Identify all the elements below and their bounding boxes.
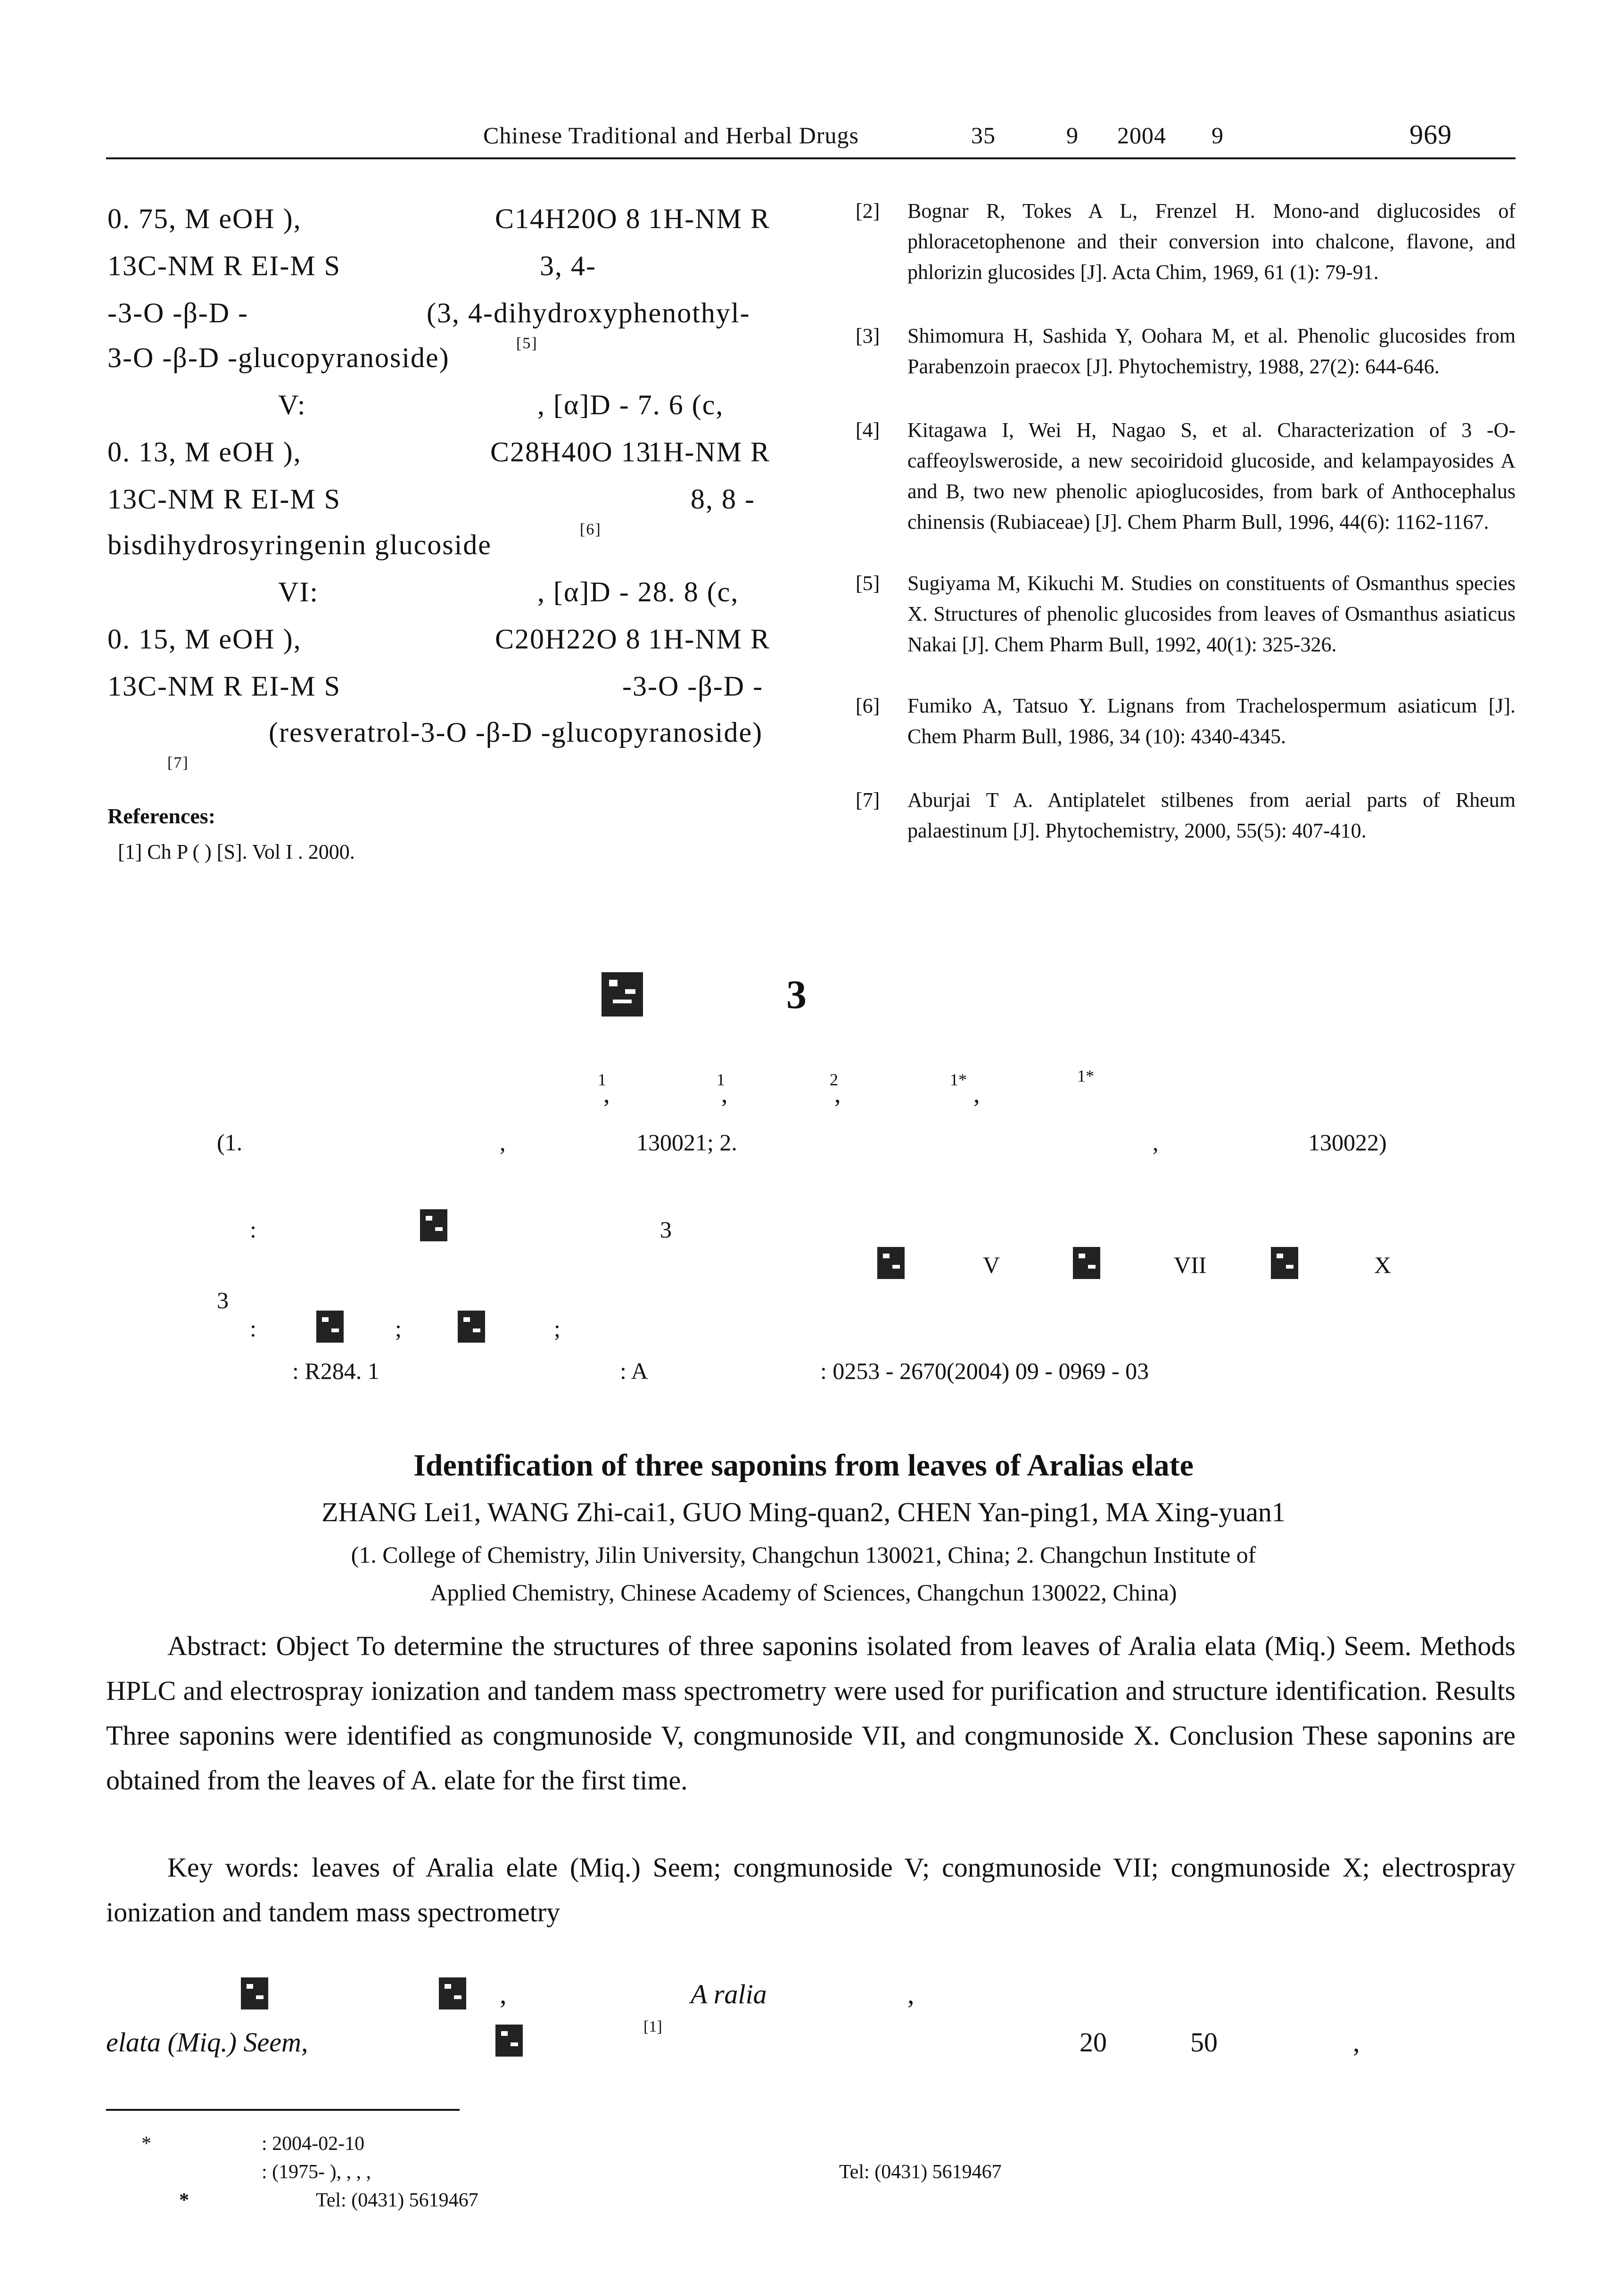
cn-compound-vii: VII (1174, 1252, 1207, 1278)
left-compound-label: V: (278, 389, 306, 420)
author-comma: , (603, 1080, 610, 1108)
footnote-rule (106, 2109, 460, 2111)
journal-issue: 9 (1066, 122, 1079, 148)
clc-number: : R284. 1 (292, 1358, 379, 1384)
english-title: Identification of three saponins from leaves of Aralias elate (413, 1448, 1194, 1483)
left-nmr: 1H-NM R (648, 623, 771, 655)
cn-aff-zip: 130021; 2. (636, 1129, 737, 1156)
author-sup: 1 (598, 1070, 606, 1089)
cn-abstract-line2-number: 3 (217, 1287, 229, 1313)
left-formula: C20H22O 8 (495, 623, 641, 655)
left-line: (resveratrol-3-O -β-D -glucopyranoside) (269, 717, 763, 748)
cn-aff-comma: , (500, 1129, 506, 1156)
body-comma: , (907, 1979, 915, 2009)
reference-2: [2] Bognar R, Tokes A L, Frenzel H. Mono-and diglucosides of phloracetophenone and their conversion into chalcone, flavone, and phlorizin glucosides [J]. Acta Chim, 1969, 61 (1): 79-91. (856, 199, 1516, 284)
body-number: 20 (1080, 2027, 1107, 2058)
left-ref-mark: [5] (516, 335, 538, 352)
body-number: 50 (1190, 2027, 1218, 2058)
left-ref-mark: [6] (580, 521, 602, 538)
reference-1: [1] Ch P ( ) [S]. Vol I . 2000. (118, 840, 355, 863)
title-glyph-block (599, 968, 646, 1020)
left-nmr: 1H-NM R (648, 203, 771, 234)
journal-volume: 35 (971, 122, 996, 148)
reference-7: [7] Aburjai T A. Antiplatelet stilbenes from aerial parts of Rheum palaestinum [J]. Phytochemistry, 2000, 55(5): 407-410. (856, 788, 1516, 842)
reference-4: [4] Kitagawa I, Wei H, Nagao S, et al. Characterization of 3 -O-caffeoylsweroside, a new secoiridoid glucoside, and kelampayosides A and B, two new phenolic apioglucosides, from bark of Anthocephalus chinensis (Rubiaceae) [J]. Chem Pharm Bull, 1996, 44(6): 1162-1167. (856, 418, 1516, 533)
glyph-block (455, 1308, 488, 1345)
cn-keyword-sep: ; (395, 1315, 402, 1342)
glyph-block (238, 1975, 271, 2012)
journal-title: Chinese Traditional and Herbal Drugs (483, 122, 859, 148)
reference-3: [3] Shimomura H, Sashida Y, Oohara M, et al. Phenolic glucosides from Parabenzoin praecox [J]. Phytochemistry, 1988, 27(2): 644-646. (856, 324, 1516, 378)
left-line: -3-O -β-D - (107, 297, 249, 328)
cn-compound-x: X (1374, 1252, 1392, 1278)
body-latin-name: elata (Miq.) Seem, (106, 2027, 308, 2058)
journal-month: 9 (1211, 122, 1224, 148)
english-keywords: Key words: leaves of Aralia elate (Miq.) Seem; congmunoside V; congmunoside VII; congmunoside X; electrospray ionization and tandem mass spectrometry (106, 1852, 1516, 1927)
body-comma: , (500, 1979, 507, 2009)
footnote-corresponding-tel: Tel: (0431) 5619467 (316, 2189, 478, 2211)
footnote-received: : 2004-02-10 (262, 2133, 365, 2155)
glyph-block (493, 2022, 526, 2059)
reference-6: [6] Fumiko A, Tatsuo Y. Lignans from Trachelospermum asiaticum [J]. Chem Pharm Bull, 1986, 34 (10): 4340-4345. (856, 694, 1516, 748)
cn-keyword-sep: ; (554, 1315, 560, 1342)
references-label: References: (107, 804, 216, 828)
left-line: bisdihydrosyringenin glucoside (107, 529, 492, 560)
article-id: : 0253 - 2670(2004) 09 - 0969 - 03 (820, 1358, 1149, 1384)
author-sup: 1* (950, 1070, 967, 1089)
journal-year: 2004 (1117, 122, 1166, 148)
cn-abstract-number: 3 (660, 1216, 672, 1243)
cn-abstract-colon: : (250, 1216, 256, 1243)
left-line: 8, 8 - (691, 484, 755, 515)
left-compound-label: VI: (278, 576, 319, 607)
left-line: 13C-NM R EI-M S (107, 484, 341, 515)
english-authors: ZHANG Lei1, WANG Zhi-cai1, GUO Ming-quan2, CHEN Yan-ping1, MA Xing-yuan1 (321, 1497, 1286, 1527)
document-code: : A (620, 1358, 648, 1384)
body-latin-name: A ralia (691, 1979, 767, 2009)
glyph-block (1268, 1244, 1301, 1282)
cn-keyword-colon: : (250, 1315, 256, 1342)
footnote-star: * (179, 2189, 189, 2211)
left-line: 0. 15, M eOH ), (107, 623, 302, 655)
author-sup: 2 (830, 1070, 838, 1089)
left-line: , [α]D - 7. 6 (c, (537, 389, 724, 420)
glyph-block (874, 1244, 907, 1282)
glyph-block (436, 1975, 469, 2012)
english-affiliation-2: Applied Chemistry, Chinese Academy of Sciences, Changchun 130022, China) (430, 1579, 1177, 1606)
left-line: 13C-NM R EI-M S (107, 250, 341, 281)
left-line: 3-O -β-D -glucopyranoside) (107, 342, 450, 373)
footnote-star: * (141, 2133, 151, 2155)
author-sup: 1* (1077, 1066, 1094, 1085)
left-nmr: 1H-NM R (648, 436, 771, 467)
cn-title-number: 3 (786, 972, 807, 1017)
left-line: (3, 4-dihydroxyphenothyl- (427, 297, 750, 328)
left-line: , [α]D - 28. 8 (c, (537, 576, 739, 607)
english-affiliation-1: (1. College of Chemistry, Jilin University, Changchun 130021, China; 2. Changchun Institute of (351, 1542, 1256, 1568)
author-comma: , (834, 1080, 841, 1108)
left-line: 13C-NM R EI-M S (107, 671, 341, 702)
glyph-block (1070, 1244, 1103, 1282)
glyph-block (417, 1206, 450, 1244)
left-line: 0. 75, M eOH ), (107, 203, 302, 234)
cn-aff-comma: , (1153, 1129, 1159, 1156)
author-sup: 1 (717, 1070, 725, 1089)
left-formula: C28H40O 13 (490, 436, 651, 467)
footnote-author: : (1975- ), , , , (262, 2161, 371, 2183)
left-line: 3, 4- (540, 250, 596, 281)
reference-5: [5] Sugiyama M, Kikuchi M. Studies on constituents of Osmanthus species X. Structures of phenolic glucosides from leaves of Osmanthus asiaticus Nakai [J]. Chem Pharm Bull, 1992, 40(1): 325-326. (856, 572, 1516, 656)
glyph-block (313, 1308, 346, 1345)
footnote-tel: Tel: (0431) 5619467 (839, 2161, 1002, 2183)
left-ref-mark: [7] (167, 754, 189, 771)
english-abstract: Abstract: Object To determine the structures of three saponins isolated from leaves of Aralia elata (Miq.) Seem. Methods HPLC and electrospray ionization and tandem mass spectrometry were used for purification and structure identification. Results Three saponins were identified as congmunoside V, congmunoside VII, and congmunoside X. Conclusion These saponins are obtained from the leaves of A. elate for the first time. (106, 1631, 1516, 1796)
author-comma: , (973, 1080, 980, 1108)
cn-compound-v: V (983, 1252, 1000, 1278)
author-comma: , (721, 1080, 728, 1108)
cn-aff-zip: 130022) (1308, 1129, 1387, 1156)
cn-aff-prefix: (1. (217, 1129, 243, 1156)
body-comma: , (1353, 2027, 1360, 2058)
page-number: 969 (1409, 119, 1452, 150)
left-line: -3-O -β-D - (622, 671, 764, 702)
left-line: 0. 13, M eOH ), (107, 436, 302, 467)
left-formula: C14H20O 8 (495, 203, 641, 234)
header-rule (106, 157, 1516, 159)
body-ref-mark: [1] (643, 2018, 662, 2035)
